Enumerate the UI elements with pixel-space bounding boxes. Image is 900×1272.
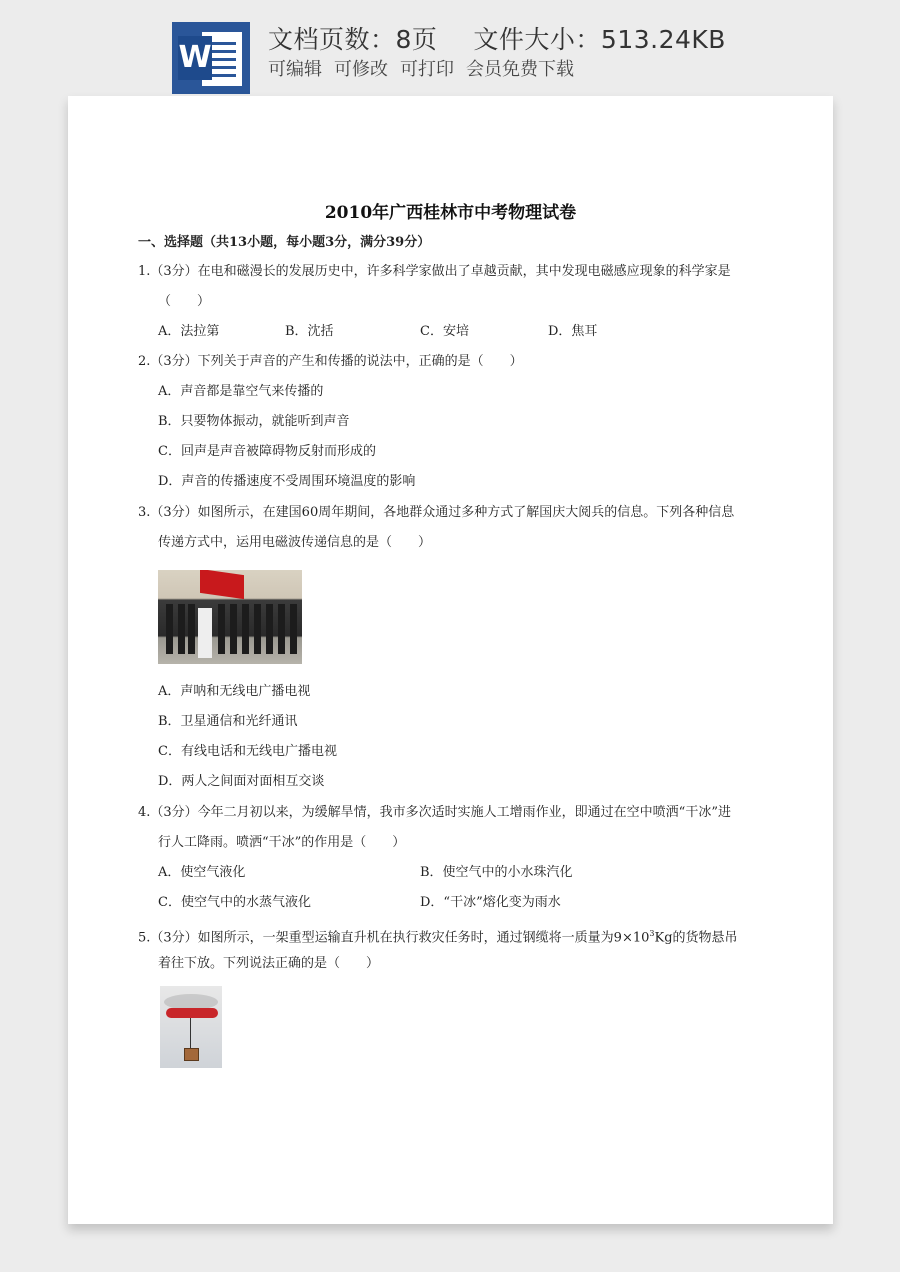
q2-stem: 2.（3分）下列关于声音的产生和传播的说法中，正确的是（ ） bbox=[138, 354, 523, 369]
q5-stem-line1 bbox=[138, 925, 738, 947]
q1-stem-line2: （ ） bbox=[158, 294, 211, 309]
file-size-label: 文件大小：513.24KB bbox=[473, 25, 726, 54]
q1-stem-line1: 1.（3分）在电和磁漫长的发展历史中，许多科学家做出了卓越贡献，其中发现电磁感应现象的科学家是 bbox=[138, 264, 731, 279]
q3-option-c: C．有线电话和无线电广播电视 bbox=[158, 744, 337, 759]
q4-stem-line1: 4.（3分）今年二月初以来，为缓解旱情，我市多次适时实施人工增雨作业，即通过在空中喷洒“干冰”进 bbox=[138, 805, 731, 820]
q4-stem-line2: 行人工降雨。喷洒“干冰”的作用是（ ） bbox=[158, 835, 406, 850]
q2-option-d: D．声音的传播速度不受周围环境温度的影响 bbox=[158, 474, 416, 489]
cable-shape bbox=[190, 1018, 191, 1048]
parade-photo bbox=[158, 570, 302, 664]
q1-option-c: C．安培 bbox=[420, 324, 469, 339]
feature-editable: 可编辑 bbox=[268, 59, 322, 80]
q4-option-a: A．使空气液化 bbox=[158, 865, 246, 880]
page-count-label: 文档页数：8页 bbox=[268, 25, 438, 54]
section-heading: 一、选择题（共13小题，每小题3分，满分39分） bbox=[138, 235, 431, 250]
q2-option-a: A．声音都是靠空气来传播的 bbox=[158, 384, 324, 399]
q5-stem-post: Kg的货物悬吊 bbox=[654, 930, 738, 946]
q5-stem-exponent: 3 bbox=[649, 929, 655, 938]
q5-stem-pre: 5.（3分）如图所示，一架重型运输直升机在执行救灾任务时，通过钢缆将一质量为9×10 bbox=[138, 930, 650, 946]
q4-option-b: B．使空气中的小水珠汽化 bbox=[420, 865, 573, 880]
file-meta-line bbox=[268, 20, 726, 56]
flag-shape bbox=[200, 570, 244, 599]
q3-option-b: B．卫星通信和光纤通讯 bbox=[158, 714, 298, 729]
word-icon bbox=[172, 22, 250, 94]
helicopter-photo bbox=[160, 986, 222, 1068]
cargo-shape bbox=[184, 1048, 199, 1061]
q4-option-c: C．使空气中的水蒸气液化 bbox=[158, 895, 311, 910]
feature-modifiable: 可修改 bbox=[334, 59, 388, 80]
feature-list bbox=[268, 55, 586, 81]
document-title: 2010年广西桂林市中考物理试卷 bbox=[324, 203, 577, 223]
word-letter: W bbox=[178, 36, 212, 80]
feature-printable: 可打印 bbox=[400, 59, 454, 80]
q2-option-c: C．回声是声音被障碍物反射而形成的 bbox=[158, 444, 376, 459]
q5-stem-line2: 着往下放。下列说法正确的是（ ） bbox=[158, 956, 380, 971]
feature-member-download: 会员免费下载 bbox=[466, 59, 574, 80]
q3-stem-line1: 3.（3分）如图所示，在建国60周年期间，各地群众通过多种方式了解国庆大阅兵的信息。下列各种信息 bbox=[138, 505, 735, 520]
q1-option-a: A．法拉第 bbox=[158, 324, 220, 339]
q1-option-b: B．沈括 bbox=[285, 324, 334, 339]
q2-option-b: B．只要物体振动，就能听到声音 bbox=[158, 414, 350, 429]
q3-stem-line2: 传递方式中，运用电磁波传递信息的是（ ） bbox=[158, 535, 432, 550]
q4-option-d: D．“干冰”熔化变为雨水 bbox=[420, 895, 561, 910]
download-banner bbox=[0, 0, 900, 100]
q3-option-a: A．声呐和无线电广播电视 bbox=[158, 684, 311, 699]
q1-option-d: D．焦耳 bbox=[548, 324, 598, 339]
document-page bbox=[68, 96, 833, 1224]
helicopter-body-shape bbox=[166, 1008, 218, 1018]
q3-option-d: D．两人之间面对面相互交谈 bbox=[158, 774, 325, 789]
